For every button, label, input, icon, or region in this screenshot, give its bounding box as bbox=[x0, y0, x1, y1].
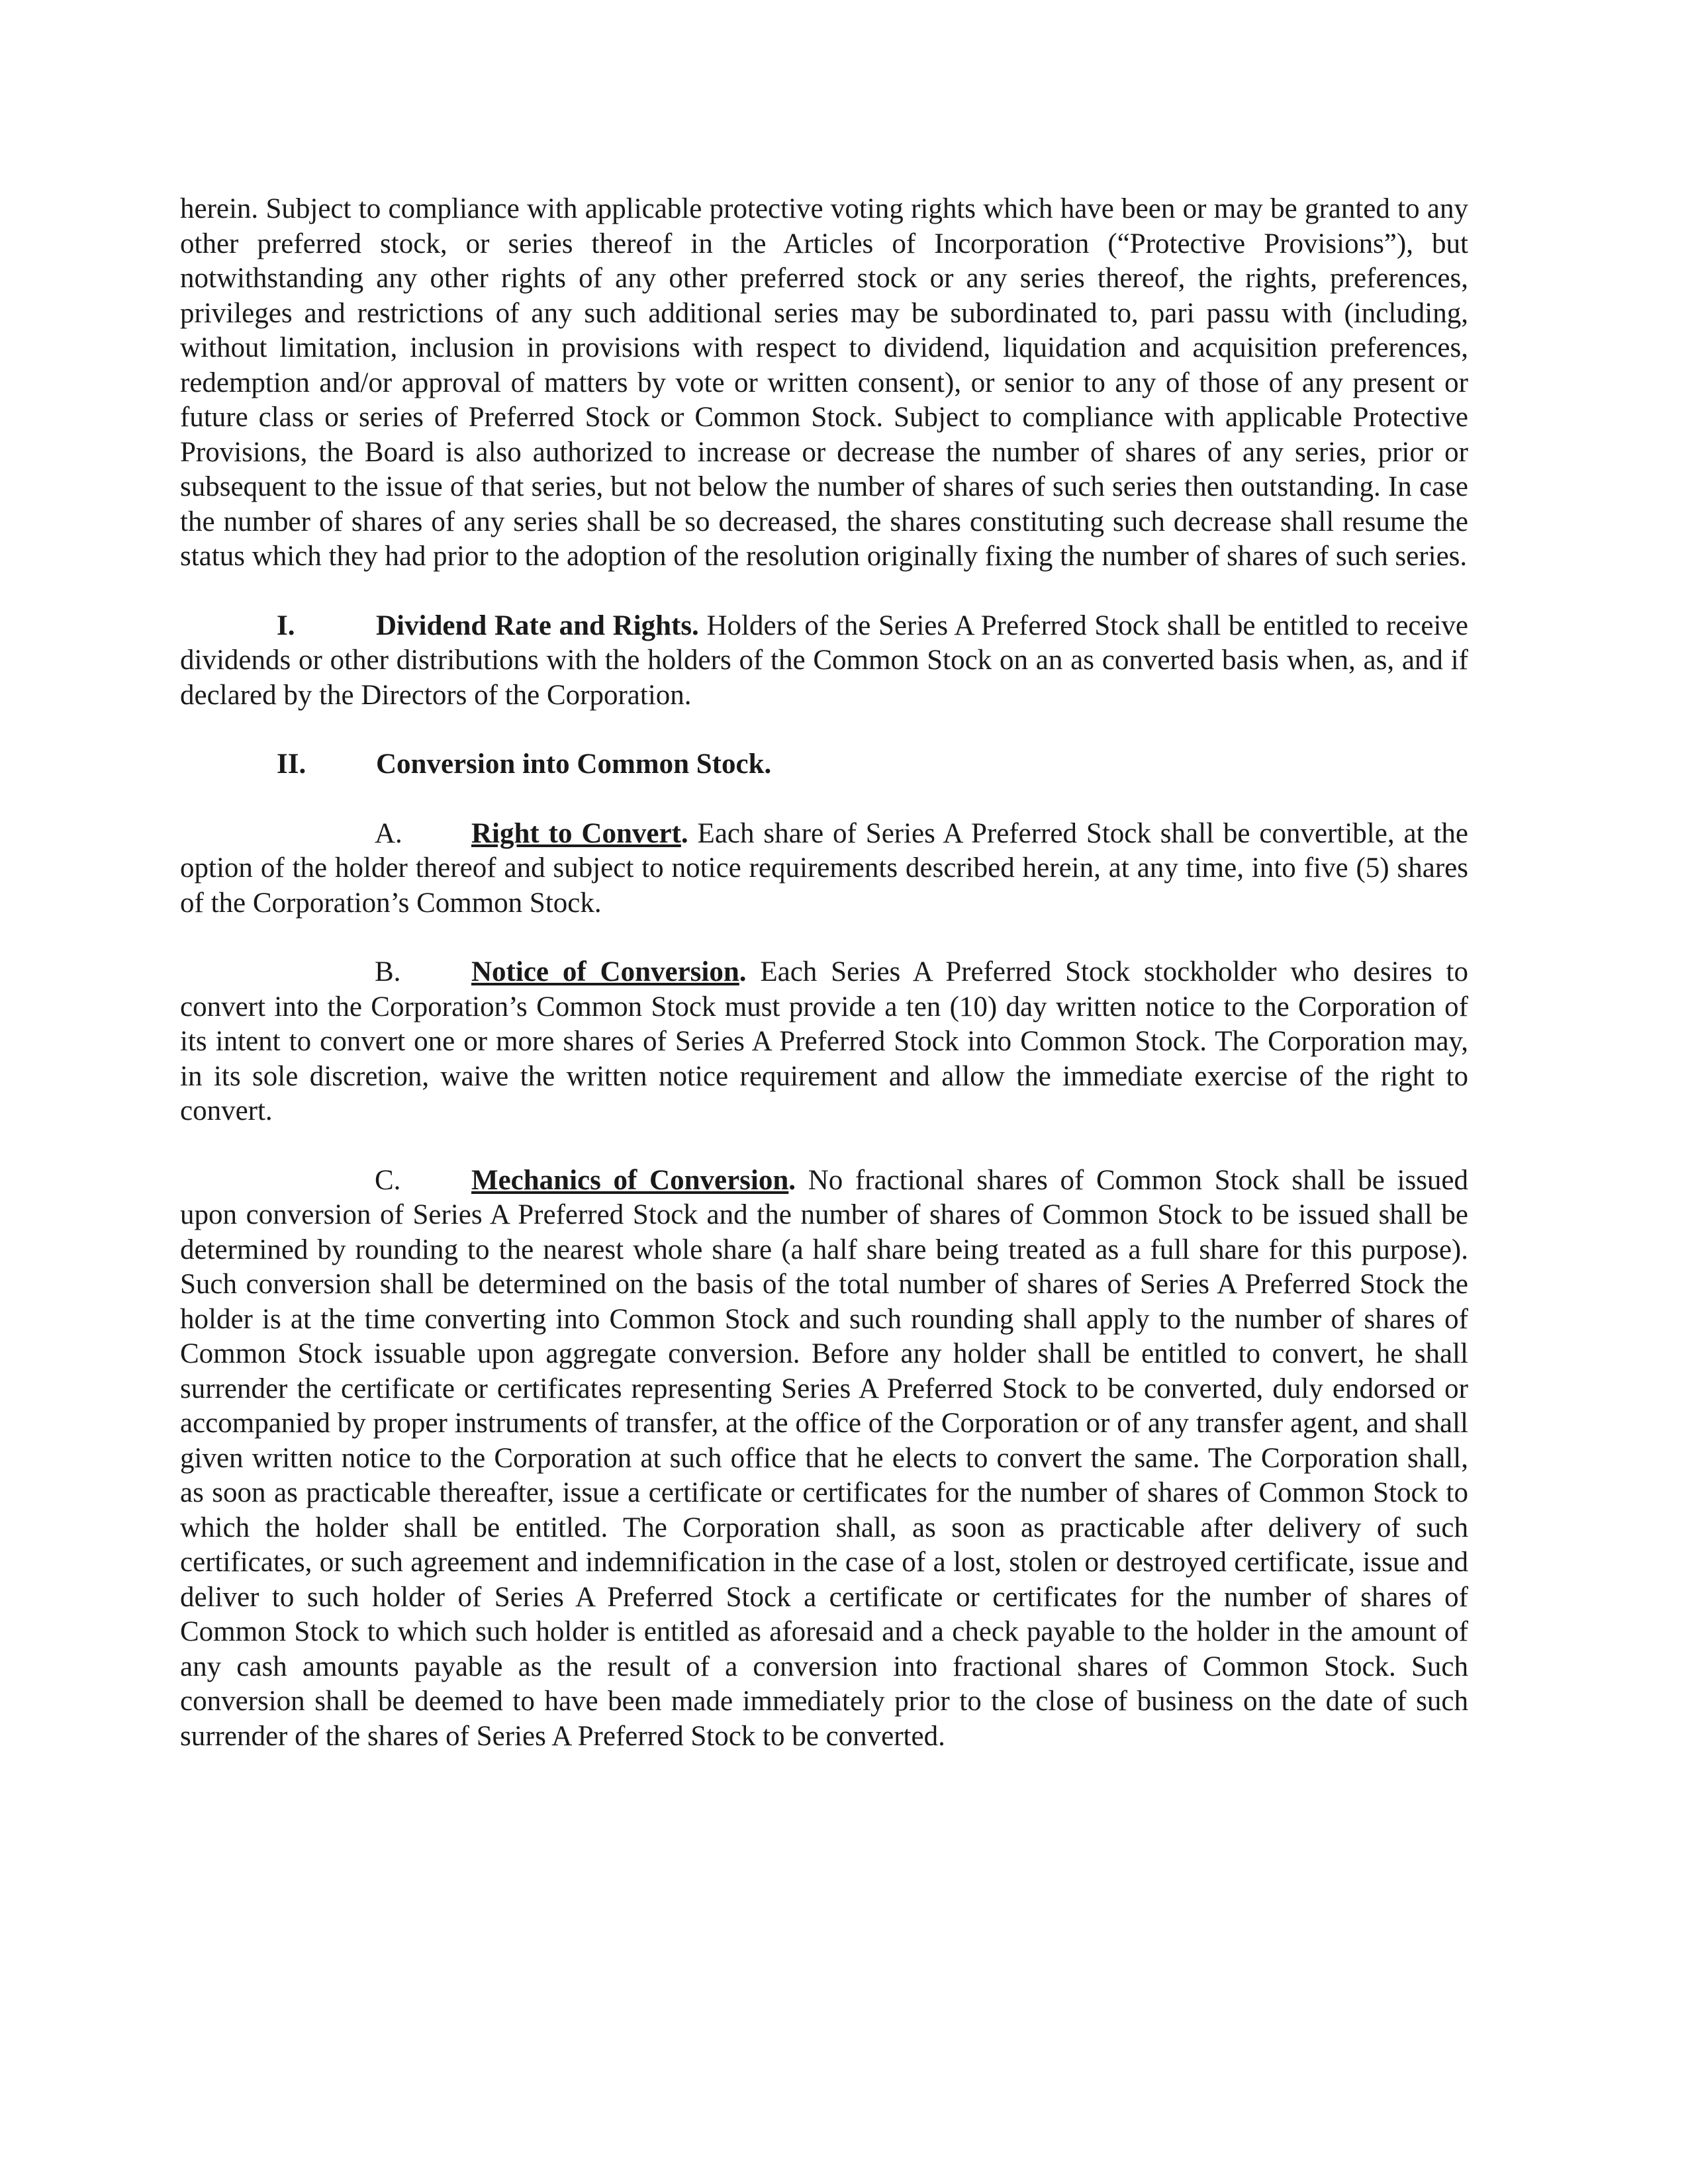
intro-paragraph: herein. Subject to compliance with applicable protective voting rights which have been or may be granted to any other preferred stock, or series thereof in the Articles of Incorporation (“Protective Provisions”), but notwithstanding any other rights of any other preferred stock or any series thereof, the rights, preferences, privileges and restrictions of any such additional series may be subordinated to, pari passu with (including, without limitation, inclusion in provisions with respect to dividend, liquidation and acquisition preferences, redemption and/or approval of matters by vote or written consent), or senior to any of those of any present or future class or series of Preferred Stock or Common Stock. Subject to compliance with applicable Protective Provisions, the Board is also authorized to increase or decrease the number of shares of any series, prior or subsequent to the issue of that series, but not below the number of shares of such series then outstanding. In case the number of shares of any series shall be so decreased, the shares constituting such decrease shall resume the status which they had prior to the adoption of the resolution originally fixing the number of shares of such series. bbox=[180, 193, 1468, 572]
subsection-body: Each Series A Preferred Stock stockholder who desires to convert into the Corporation’s Common Stock must provide a ten (10) day written notice to the Corporation of its intent to convert one or more shares of Series A Preferred Stock into Common Stock. The Corporation may, in its sole discretion, waive the written notice requirement and allow the immediate exercise of the right to convert. bbox=[180, 956, 1468, 1126]
subsection-letter-wrap bbox=[180, 817, 471, 852]
subsection-right-to-convert bbox=[180, 817, 1468, 921]
subsection-letter: B. bbox=[375, 956, 401, 987]
subsection-title-period: . bbox=[788, 1164, 796, 1196]
subsection-title-period: . bbox=[739, 956, 747, 987]
section-title: Conversion into Common Stock. bbox=[376, 749, 772, 780]
section-number-wrap bbox=[180, 609, 376, 644]
section-title: Dividend Rate and Rights. bbox=[376, 610, 699, 641]
section-conversion-heading bbox=[180, 747, 1468, 782]
subsection-mechanics-of-conversion bbox=[180, 1163, 1468, 1754]
document-page bbox=[180, 192, 1468, 1788]
section-number: I. bbox=[277, 610, 295, 641]
subsection-body: Each share of Series A Preferred Stock shall be convertible, at the option of the holder thereof and subject to notice requirements described herein, at any time, into five (5) shares of the Corporation’s Common Stock. bbox=[180, 817, 1468, 919]
section-dividend-rate bbox=[180, 609, 1468, 713]
subsection-letter: C. bbox=[375, 1164, 401, 1196]
subsection-title: Mechanics of Conversion bbox=[471, 1164, 789, 1196]
section-body: Holders of the Series A Preferred Stock shall be entitled to receive dividends or other distributions with the holders of the Common Stock on an as converted basis when, as, and if declared by the Directors of the Corporation. bbox=[180, 610, 1469, 711]
subsection-title: Notice of Conversion bbox=[471, 956, 739, 987]
subsection-body: No fractional shares of Common Stock shall be issued upon conversion of Series A Preferred Stock and the number of shares of Common Stock to be issued shall be determined by rounding to the nearest whole share (a half share being treated as a full share for this purpose). Such conversion shall be determined on the basis of the total number of shares of Series A Preferred Stock the holder is at the time converting into Common Stock and such rounding shall apply to the number of shares of Common Stock issuable upon aggregate conversion. Before any holder shall be entitled to convert, he shall surrender the certificate or certificates representing Series A Preferred Stock to be converted, duly endorsed or accompanied by proper instruments of transfer, at the office of the Corporation or of any transfer agent, and shall given written notice to the Corporation at such office that he elects to convert the same. The Corporation shall, as soon as practicable thereafter, issue a certificate or certificates for the number of shares of Common Stock to which the holder shall be entitled. The Corporation shall, as soon as practicable after delivery of such certificates, or such agreement and indemnification in the case of a lost, stolen or destroyed certificate, issue and deliver to such holder of Series A Preferred Stock a certificate or certificates for the number of shares of Common Stock to which such holder is entitled as aforesaid and a check payable to the holder in the amount of any cash amounts payable as the result of a conversion into fractional shares of Common Stock. Such conversion shall be deemed to have been made immediately prior to the close of business on the date of such surrender of the shares of Series A Preferred Stock to be converted. bbox=[180, 1164, 1469, 1752]
section-number: II. bbox=[277, 749, 306, 780]
subsection-notice-of-conversion bbox=[180, 955, 1468, 1129]
subsection-letter-wrap bbox=[180, 955, 471, 990]
subsection-title: Right to Convert bbox=[471, 817, 681, 849]
subsection-title-period: . bbox=[680, 817, 688, 849]
subsection-letter: A. bbox=[375, 817, 402, 849]
subsection-letter-wrap bbox=[180, 1163, 471, 1199]
section-number-wrap bbox=[180, 747, 376, 782]
